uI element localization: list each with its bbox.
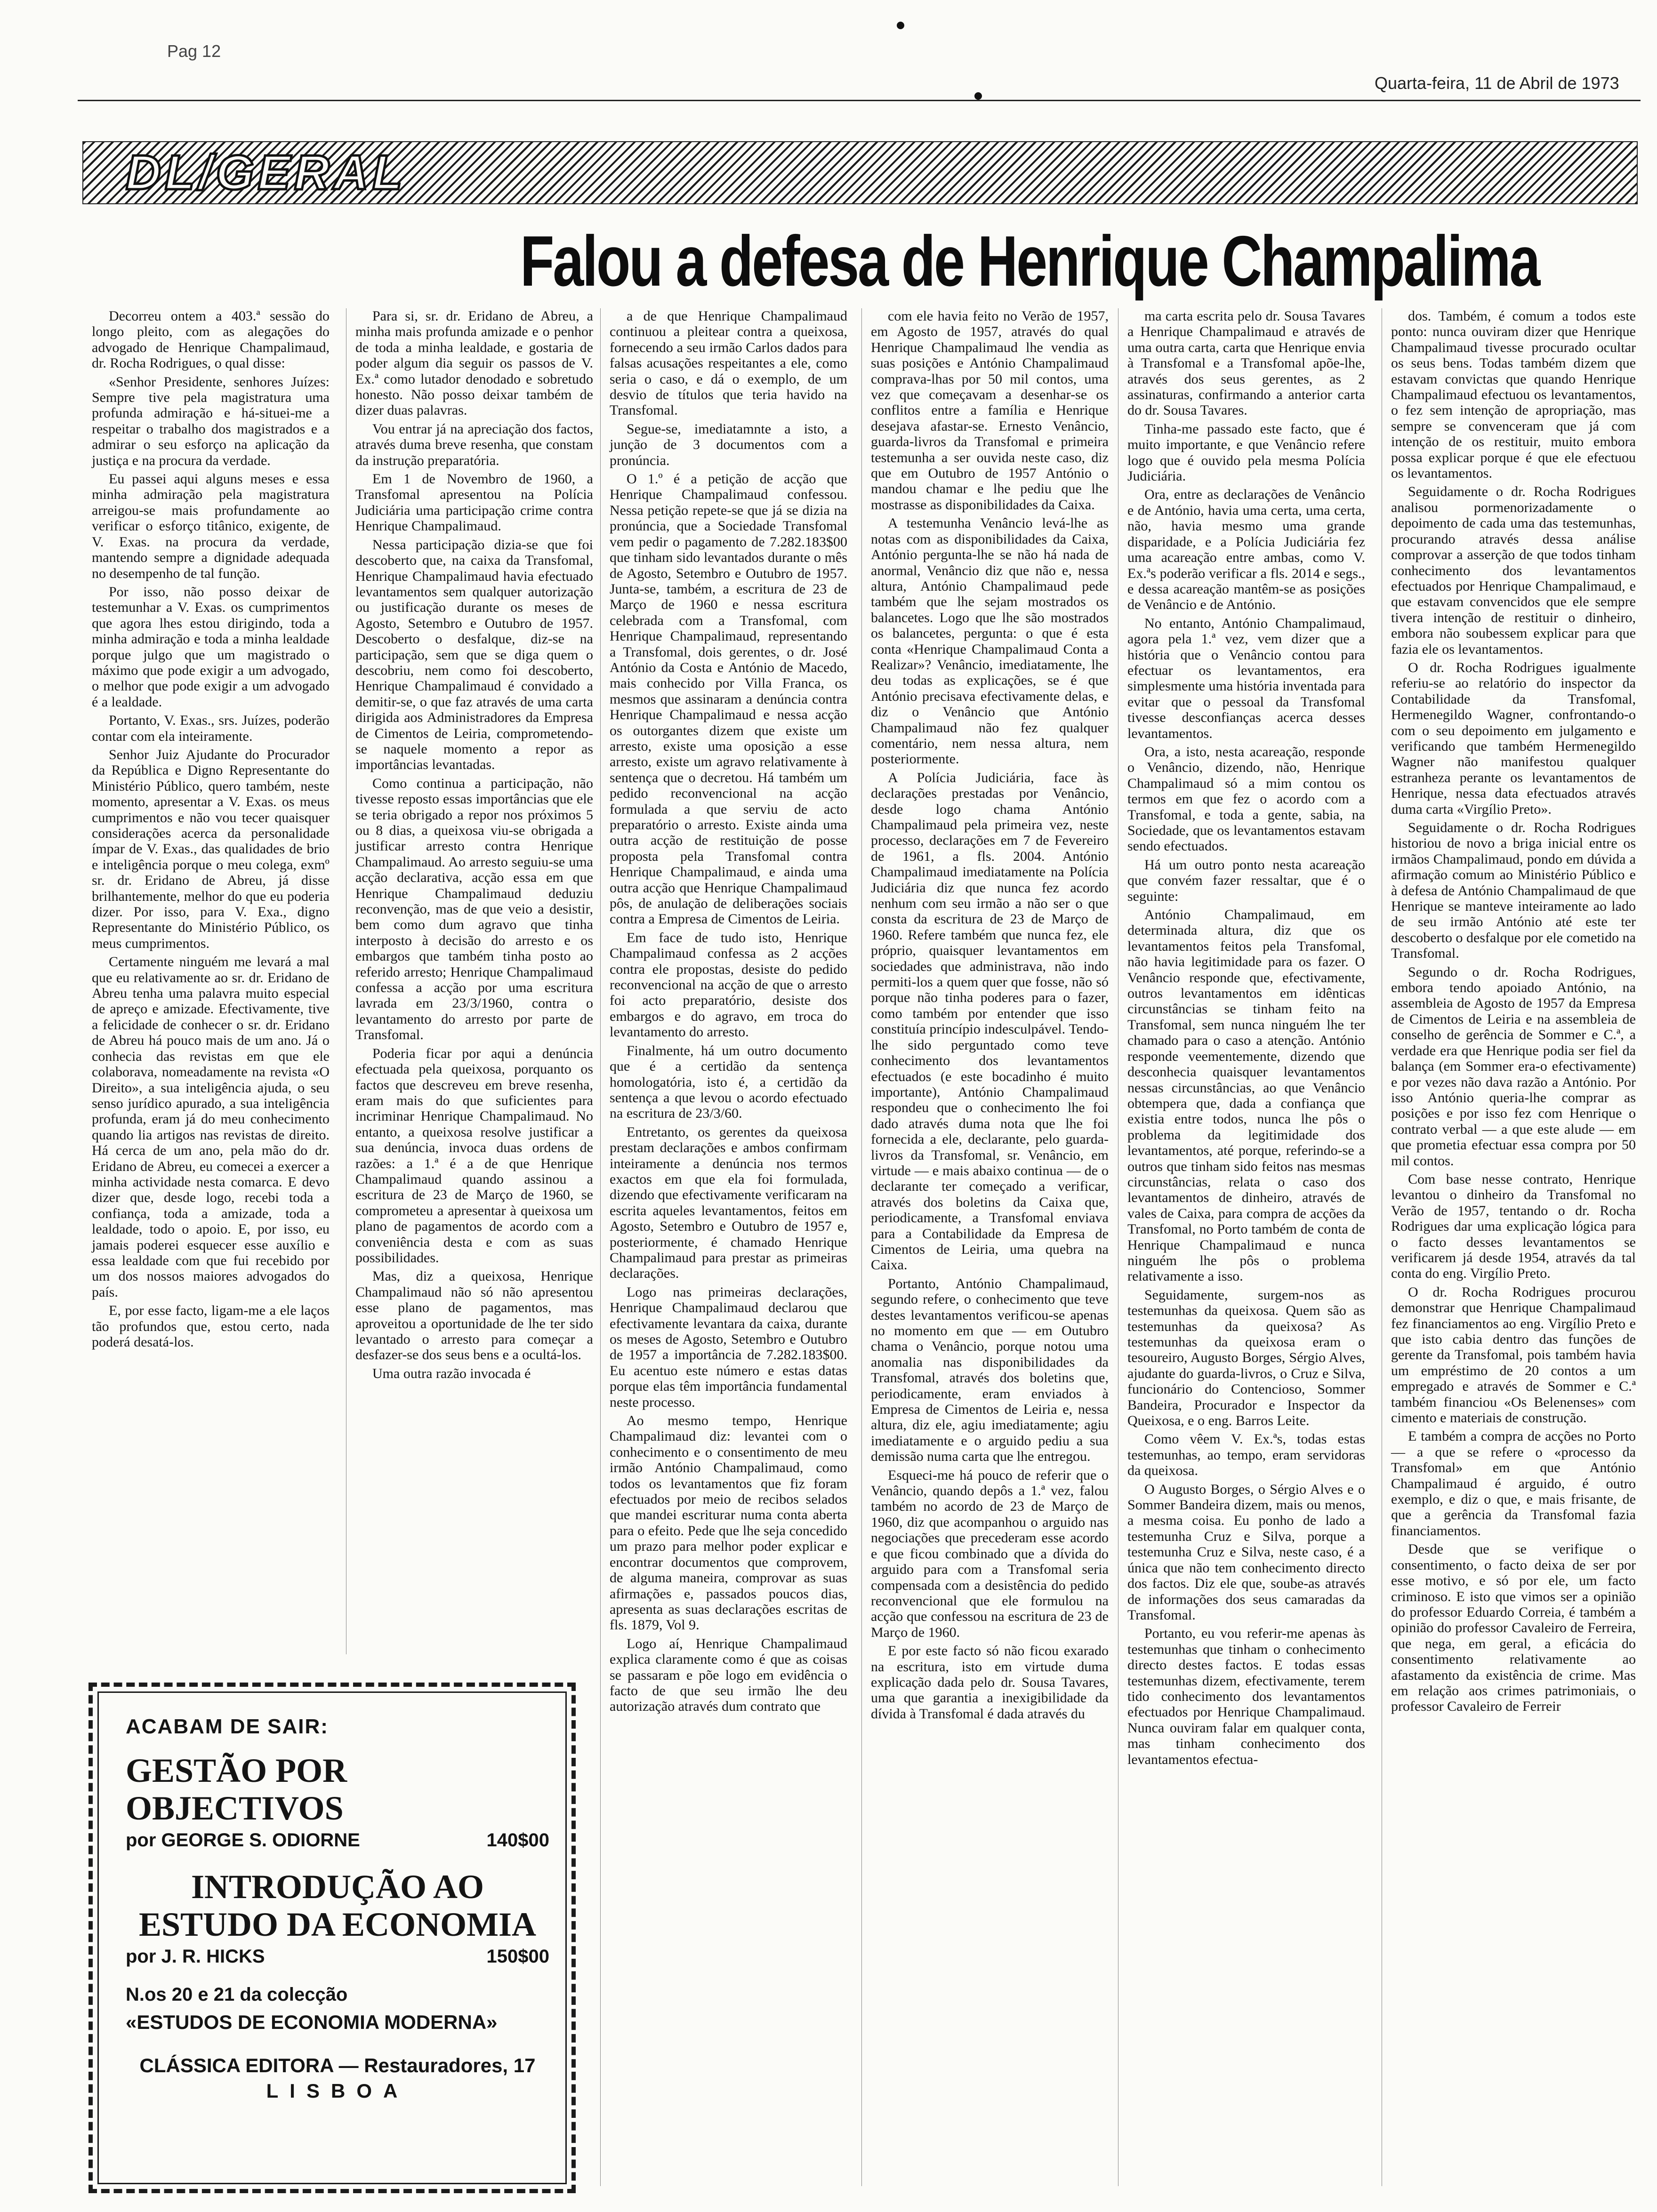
- paragraph: O 1.º é a petição de acção que Henrique Champalimaud confessou. Nessa petição repete-se que já se dizia na pronúncia, que a Sociedade Transfomal vem pedir o pagamento de 7.282.183$00 que tinham sido levantados durante o mês de Agosto, Setembro e Outubro de 1957. Junta-se, também, a escritura de 23 de Março de 1960 e nessa escritura celebrada com a Transfomal, com Henrique Champalimaud, representando a Transfomal, dois gerentes, o dr. José António da Costa e António de Macedo, mais conhecido por Villa Franca, os mesmos que assinaram a denúncia contra Henrique Champalimaud e nessa acção os outorgantes dizem que existe um arresto, existe uma oposição a esse arresto, existe um agravo relativamente à sentença que o decretou. Há também um pedido reconvencional na acção formulada a que serviu de acto preparatório o arresto. Existe ainda uma outra acção de restituição de posse proposta pela Transfomal contra Henrique Champalimaud, e ainda uma outra acção que Henrique Champalimaud pôs, de anulação de deliberações sociais contra a Empresa de Cimentos de Leiria.: [610, 471, 847, 927]
- paragraph: Entretanto, os gerentes da queixosa prestam declarações e ambos confirmam inteiramente a denúncia nos termos exactos em que ela foi formulada, dizendo que efectivamente verificaram na escrita aqueles levantamentos, feitos em Agosto, Setembro e Outubro de 1957 e, posteriormente, é chamado Henrique Champalimaud para prestar as primeiras declarações.: [610, 1124, 847, 1282]
- ad-book1-author: por GEORGE S. ODIORNE: [126, 1830, 360, 1851]
- ad-book2-credit: [126, 1946, 549, 1967]
- ad-book1-price: 140$00: [486, 1830, 549, 1851]
- paragraph: Certamente ninguém me levará a mal que eu relativamente ao sr. dr. Eridano de Abreu tenha uma palavra muito especial de apreço e amizade. Efectivamente, tive a felicidade de conhecer o sr. dr. Eridano de Abreu há pouco mais de um ano. Já o conhecia das revistas em que ele colaborava, nomeadamente na revista «O Direito», a sua inteligência ajuda, o seu senso jurídico apurado, a sua inteligência profunda, eram já do meu conhecimento quando lia artigos nas revistas de direito. Há cerca de um ano, pela mão do dr. Eridano de Abreu, eu comecei a exercer a minha actividade nesta comarca. E devo dizer que, desde logo, recebi toda a confiança, toda a amizade, toda a lealdade, todo o apoio. E, por isso, eu jamais poderei esquecer esse auxílio e essa lealdade com que fui recebido por um dos nossos maiores advogados do país.: [92, 954, 330, 1300]
- paragraph: «Senhor Presidente, senhores Juízes: Sempre tive pela magistratura uma profunda admiração e há-situei-me a respeitar o trabalho dos magistrados e a admirar o seu esforço na aplicação da justiça e na procura da verdade.: [92, 374, 330, 468]
- paragraph: Uma outra razão invocada é: [372, 1365, 531, 1381]
- book-advertisement: [88, 1683, 576, 2193]
- article-headline: Falou a defesa de Henrique Champalima: [520, 221, 1539, 301]
- paragraph: Vou entrar já na apreciação dos factos, através duma breve resenha, que constam da instrução preparatória.: [355, 421, 593, 468]
- ad-book1-title: GESTÃO POR OBJECTIVOS: [126, 1752, 347, 1827]
- paragraph: E por este facto só não ficou exarado na escritura, isto em virtude duma explicação dada pelo dr. Sousa Tavares, uma que garantia a inexigibilidade da dívida à Transfomal é dada através du: [871, 1643, 1109, 1722]
- ad-book2-author: por J. R. HICKS: [126, 1946, 265, 1967]
- paragraph: E também a compra de acções no Porto — a que se refere o «processo da Transfomal» em que António Champalimaud é arguido, é outro exemplo, e diz o que, e mais frisante, de que a gerência da Transfomal fazia financiamentos.: [1391, 1428, 1636, 1539]
- paragraph: Para si, sr. dr. Eridano de Abreu, a minha mais profunda amizade e o penhor de toda a minha lealdade, e gostaria de poder algum dia seguir os passos de V. Ex.ª como lutador denodado e sobretudo honesto. Não posso deixar também de dizer duas palavras.: [355, 308, 593, 418]
- article-column-2: [355, 308, 593, 1654]
- article-column-5: [1127, 308, 1365, 2186]
- paragraph: No entanto, António Champalimaud, agora pela 1.ª vez, vem dizer que a história que o Venâncio contou para efectuar os levantamentos, era simplesmente uma história inventada para evitar que o pessoal da Transfomal tivesse desconfianças acerca desses levantamentos.: [1127, 615, 1365, 741]
- paragraph: Portanto, V. Exas., srs. Juízes, poderão contar com ela inteiramente.: [92, 713, 330, 744]
- paragraph: António Champalimaud, em determinada altura, diz que os levantamentos feitos pela Transfomal, não havia legitimidade para os fazer. O Venâncio responde que, efectivamente, outros levantamentos em idênticas circunstâncias se tinham feito na Transfomal, sem nunca ninguém lhe ter chamado para o caso a atenção. António responde veementemente, dizendo que desconhecia quaisquer levantamentos nessas circunstâncias, ao que Venâncio obtempera que, dada a confiança que existia entre todos, nunca lhe pôs o problema da legitimidade dos levantamentos, até porque, referindo-se a outros que tinham sido feitos nas mesmas circunstâncias, relata o caso dos levantamentos de dinheiro, através de vales de Caixa, para compra de acções da Transfomal, no Porto também de conta de Henrique Champalimaud e nunca ninguém lhe pôs o problema relativamente a isso.: [1127, 907, 1365, 1284]
- paragraph: Mas, diz a queixosa, Henrique Champalimaud não só não apresentou esse plano de pagamentos, mas aproveitou a oportunidade de lhe ter sido levantado o arresto para começar a desfazer-se dos seus bens e a ocultá-los.: [355, 1268, 593, 1363]
- ad-series-name: «ESTUDOS DE ECONOMIA MODERNA»: [126, 2011, 498, 2033]
- paragraph: Portanto, António Champalimaud, segundo refere, o conhecimento que teve destes levantamentos verificou-se apenas no momento em que — em Outubro chama o Venâncio, porque notou uma anomalia nas disponibilidades da Transfomal, através dos boletins que, periodicamente, eram enviados à Empresa de Cimentos de Leiria e, nessa altura, diz ele, agiu imediatamente; agiu imediatamente e o arguido pediu a sua demissão numa carta que lhe entregou.: [871, 1275, 1109, 1465]
- ad-book1-credit: [126, 1830, 549, 1851]
- paragraph: Seguidamente, surgem-nos as testemunhas da queixosa. Quem são as testemunhas da queixosa? As testemunhas da queixosa eram o tesoureiro, Augusto Borges, Sérgio Alves, ajudante do guarda-livros, o Cruz e Silva, funcionário do Contencioso, Sommer Bandeira, Procurador e Inspector da Queixosa, e o eng. Barros Leite.: [1127, 1287, 1365, 1429]
- paragraph: Seguidamente o dr. Rocha Rodrigues analisou pormenorizadamente o depoimento de cada uma das testemunhas, procurando através dessa análise comprovar a asserção de que todos tinham conhecimento dos levantamentos efectuados por Henrique Champalimaud, e que estavam convencidos que ele sempre tivera intenção de restituir o dinheiro, embora não soubessem explicar para que fazia ele os levantamentos.: [1391, 484, 1636, 657]
- paragraph: A testemunha Venâncio levá-lhe as notas com as disponibilidades da Caixa, António pergunta-lhe se não há nada de anormal, Venâncio diz que não e, nessa altura, António Champalimaud pede também que lhe sejam mostrados os balancetes. Logo que lhe são mostrados os balancetes, pergunta: o que é esta conta «Henrique Champalimaud Conta a Realizar»? Venâncio, imediatamente, lhe deu todas as explicações, se é que António precisava efectivamente delas, e diz o Venâncio que António Champalimaud não fez qualquer comentário, nem nessa altura, nem posteriormente.: [871, 515, 1109, 767]
- ad-kicker: ACABAM DE SAIR:: [126, 1715, 329, 1738]
- paragraph: ma carta escrita pelo dr. Sousa Tavares a Henrique Champalimaud e através de uma outra carta, carta que Henrique envia à Transfomal e a Transfomal apõe-lhe, através dos seus gerentes, as 2 assinaturas, confirmando a anterior carta do dr. Sousa Tavares.: [1127, 308, 1365, 418]
- paragraph: A Polícia Judiciária, face às declarações prestadas por Venâncio, desde logo chama António Champalimaud pela primeira vez, neste processo, declarações em 7 de Fevereiro de 1961, a fls. 2004. António Champalimaud imediatamente na Polícia Judiciária diz que nunca fez acordo nenhum com seu irmão a não ser o que consta da escritura de 23 de Março de 1960. Refere também que nunca fez, ele próprio, quaisquer levantamentos em sociedades que administrava, não indo permiti-los a quem quer que fosse, não só porque não tinha poderes para o fazer, como também por entender que isso constituía princípio indesculpável. Tendo-lhe sido perguntado como teve conhecimento dos levantamentos efectuados (e este bocadinho é muito importante), António Champalimaud respondeu que o conhecimento lhe foi dado através duma nota que lhe foi fornecida a ele, declarante, pelo guarda-livros da Transfomal, sr. Venâncio, em virtude — e mais abaixo continua — de o declarante ter começado a verificar, através dos boletins da Caixa que, periodicamente, a Transfomal enviava para a Contabilidade da Empresa de Cimentos de Leiria, uma quebra na Caixa.: [871, 769, 1109, 1273]
- issue-date: Quarta-feira, 11 de Abril de 1973: [1375, 73, 1619, 93]
- paragraph: dos. Também, é comum a todos este ponto: nunca ouviram dizer que Henrique Champalimaud tivesse procurado ocultar os seus bens. Todas também dizem que estavam convictas que quando Henrique Champalimaud efectuou os levantamentos, o fez sem intenção de apropriação, mas sempre se convenceram que já com intenção de os restituir, muito embora possa explicar porque é que ele efectuou os levantamentos.: [1391, 308, 1636, 481]
- paragraph: Por isso, não posso deixar de testemunhar a V. Exas. os cumprimentos que agora lhes estou dirigindo, toda a minha admiração e toda a minha lealdade porque julgo que um magistrado o máximo que pode exigir a um advogado, o melhor que pode exigir a um advogado é a lealdade.: [92, 584, 330, 710]
- paragraph: O dr. Rocha Rodrigues procurou demonstrar que Henrique Champalimaud fez financiamentos ao eng. Virgílio Preto e que isto cabia dentro das funções de gerente da Transfomal, pois também havia um empréstimo de 20 contos a um empregado e através de Sommer e C.ª também financiou «Os Belenenses» com cimento e materiais de construção.: [1391, 1284, 1636, 1426]
- paragraph: Ora, a isto, nesta acareação, responde o Venâncio, dizendo, não, Henrique Champalimaud só a mim contou os termos em que fez o acordo com a Transfomal, e toda a gente, sabia, na Sociedade, que os levantamentos estavam sendo efectuados.: [1127, 744, 1365, 854]
- paragraph: com ele havia feito no Verão de 1957, em Agosto de 1957, através do qual Henrique Champalimaud lhe vendia as suas posições e António Champalimaud comprava-lhas por 50 mil contos, uma vez que começavam a desenhar-se os conflitos entre a família e Henrique desejava afastar-se. Ernesto Venâncio, guarda-livros da Transfomal e primeira testemunha a ser ouvida neste caso, diz que em Outubro de 1957 António o mandou chamar e lhe pediu que lhe mostrasse as disponibilidades da Caixa.: [871, 308, 1109, 513]
- paragraph: Como vêem V. Ex.ªs, todas estas testemunhas, ao tempo, eram servidoras da queixosa.: [1127, 1431, 1365, 1479]
- article-column-4: [871, 308, 1109, 2186]
- paragraph: Decorreu ontem a 403.ª sessão do longo pleito, com as alegações do advogado de Henrique Champalimaud, dr. Rocha Rodrigues, o qual disse:: [92, 308, 330, 371]
- paragraph: Portanto, eu vou referir-me apenas às testemunhas que tinham o conhecimento directo destes factos. E todas essas testemunhas dizem, efectivamente, terem tido conhecimento dos levantamentos efectuados por Henrique Champalimaud. Nunca ouviram falar em qualquer conta, mas tinham conhecimento dos levantamentos efectua-: [1127, 1626, 1365, 1767]
- paragraph: Ora, entre as declarações de Venâncio e de António, havia uma certa, uma certa, não, havia mesmo uma grande disparidade, e a Polícia Judiciária fez uma acareação entre ambas, como V. Ex.ªs poderão verificar a fls. 2014 e segs., e dessa acareação mantêm-se as posições de Venâncio e de António.: [1127, 487, 1365, 613]
- section-banner: [82, 141, 1638, 204]
- paragraph: a de que Henrique Champalimaud continuou a pleitear contra a queixosa, fornecendo a seu irmão Carlos dados para falsas acusações respeitantes a ele, como seria o caso, e dá o exemplo, de um desvio de títulos que teria havido na Transfomal.: [610, 308, 847, 418]
- paragraph: Logo aí, Henrique Champalimaud explica claramente como é que as coisas se passaram e põe logo em evidência o facto de que seu irmão lhe deu autorização através dum contrato que: [610, 1635, 847, 1715]
- paragraph: Tinha-me passado este facto, que é muito importante, e que Venâncio refere logo que é ouvido pela mesma Polícia Judiciária.: [1127, 421, 1365, 484]
- paragraph: Poderia ficar por aqui a denúncia efectuada pela queixosa, porquanto os factos que descreveu em breve resenha, eram mais do que suficientes para incriminar Henrique Champalimaud. No entanto, a queixosa resolve justificar a sua denúncia, invoca duas ordens de razões: a 1.ª é a de que Henrique Champalimaud quando assinou a escritura de 23 de Março de 1960, se comprometeu a apresentar à queixosa um plano de pagamentos de acordo com a conveniência desta e com as suas possibilidades.: [355, 1045, 593, 1266]
- paragraph: Senhor Juiz Ajudante do Procurador da República e Digno Representante do Ministério Público, quero também, neste momento, apresentar a V. Exas. os meus cumprimentos e não vou tecer quaisquer considerações acerca da personalidade ímpar de V. Exas., das qualidades de brio e inteligência porque o meu colega, exmº sr. dr. Eridano de Abreu, já disse brilhantemente, melhor do que eu poderia dizer. Por isso, para V. Exa., digno Representante do Ministério Público, os meus cumprimentos.: [92, 746, 330, 951]
- paragraph: Desde que se verifique o consentimento, o facto deixa de ser por esse motivo, e só por ele, um facto criminoso. E isto que vimos ser a opinião do professor Eduardo Correia, é também a opinião do professor Cavaleiro de Ferreira, que nega, em geral, a eficácia do consentimento relativamente ao afastamento da existência de crime. Mas em relação aos crimes patrimoniais, o professor Cavaleiro de Ferreir: [1391, 1541, 1636, 1715]
- article-column-6: [1391, 308, 1636, 2186]
- page-number: Pag 12: [167, 41, 221, 61]
- article-column-1: [92, 308, 330, 1654]
- ad-book2-title: INTRODUÇÃO AO ESTUDO DA ECONOMIA: [138, 1868, 537, 1943]
- paragraph: O dr. Rocha Rodrigues igualmente referiu-se ao relatório do inspector da Contabilidade da Transfomal, Hermenegildo Wagner, confrontando-o com o seu depoimento em julgamento e verificando que também Hermenegildo Wagner não manifestou qualquer estranheza perante os levantamentos de Henrique, nessa data efectuados através duma carta «Virgílio Preto».: [1391, 659, 1636, 817]
- paragraph: Finalmente, há um outro documento que é a certidão da sentença homologatória, isto é, a certidão da sentença a que levou o acordo efectuado na escritura de 23/3/60.: [610, 1042, 847, 1122]
- paragraph: Como continua a participação, não tivesse reposto essas importâncias que ele se teria obrigado a repor nos próximos 5 ou 8 dias, a queixosa viu-se obrigada a justificar arresto contra Henrique Champalimaud. Ao arresto seguiu-se uma acção declarativa, acção essa em que Henrique Champalimaud deduziu reconvenção, mas de que veio a desistir, bem como dum agravo que tinha interposto à decisão do arresto e os embargos que também tinha posto ao referido arresto; Henrique Champalimaud confessa a acção por uma escritura lavrada em 23/3/1960, contra o levantamento do arresto por parte de Transfomal.: [355, 775, 593, 1043]
- paragraph: Esqueci-me há pouco de referir que o Venâncio, quando depôs a 1.ª vez, falou também no acordo de 23 de Março de 1960, diz que acompanhou o arguido nas negociações que precederam esse acordo e que ficou combinado que a dívida do arguido para com a Transfomal seria compensada com a desistência do pedido reconvencional que ele formulou na acção que confessou na escritura de 23 de Março de 1960.: [871, 1467, 1109, 1640]
- paragraph: Em face de tudo isto, Henrique Champalimaud confessa as 2 acções contra ele propostas, desiste do pedido reconvencional na acção de que o arresto foi acto preparatório, desiste dos embargos e do agravo, em troca do levantamento do arresto.: [610, 930, 847, 1040]
- column-divider: [861, 308, 862, 2186]
- article-column-3: [610, 308, 847, 2186]
- paragraph: Segundo o dr. Rocha Rodrigues, embora tendo apoiado António, na assembleia de Agosto de 1957 da Empresa de Cimentos de Leiria e na assembleia de conselho de gerência de Sommer e C.ª, a verdade era que Henrique podia ser fiel da balança (em Sommer era-o efectivamente) e por vezes não dava razão a António. Por isso António queria-lhe comprar as posições e por isso fez com Henrique o contrato verbal — a que este alude — em que prometia efectuar essa compra por 50 mil contos.: [1391, 964, 1636, 1169]
- paragraph: Ao mesmo tempo, Henrique Champalimaud diz: levantei com o conhecimento e o consentimento de meu irmão António Champalimaud, como todos os levantamentos que fiz foram efectuados por meio de recibos selados que mandei escriturar numa conta aberta para o efeito. Pede que lhe seja concedido um prazo para melhor poder explicar e encontrar documentos que comprovem, de alguma maneira, comprovar as suas afirmações e, passados poucos dias, apresenta as suas declarações escritas de fls. 1879, Vol 9.: [610, 1413, 847, 1633]
- section-label: DL/GERAL: [126, 145, 406, 200]
- ad-book2-price: 150$00: [486, 1946, 549, 1967]
- printer-dot: [897, 22, 904, 29]
- paragraph: E, por esse facto, ligam-me a ele laços tão profundos que, estou certo, nada poderá desatá-los.: [92, 1303, 330, 1350]
- ad-city: LISBOA: [266, 2080, 409, 2102]
- ad-series-line: N.os 20 e 21 da colecção: [126, 1984, 348, 2005]
- paragraph: O Augusto Borges, o Sérgio Alves e o Sommer Bandeira dizem, mais ou menos, a mesma coisa. Eu ponho de lado a testemunha Cruz e Silva, porque a testemunha Cruz e Silva, neste caso, é a única que não tem conhecimento directo dos factos. Diz ele que, soube-as através de informações dos seus camaradas da Transfomal.: [1127, 1481, 1365, 1623]
- paragraph: Nessa participação dizia-se que foi descoberto que, na caixa da Transfomal, Henrique Champalimaud havia efectuado levantamentos sem qualquer autorização ou justificação durante os meses de Agosto, Setembro e Outubro de 1957. Descoberto o desfalque, diz-se na participação, sem que se diga quem o descobriu, nem como foi descoberto, Henrique Champalimaud é convidado a demitir-se, o que faz através de uma carta dirigida aos Administradores da Empresa de Cimentos de Leiria, comprometendo-se naquele momento a repor as importâncias levantadas.: [355, 537, 593, 773]
- header-rule: [78, 100, 1641, 101]
- ad-publisher: CLÁSSICA EDITORA — Restauradores, 17: [139, 2054, 536, 2076]
- paragraph: Segue-se, imediatamnte a isto, a junção de 3 documentos com a pronúncia.: [610, 421, 847, 468]
- paragraph: Com base nesse contrato, Henrique levantou o dinheiro da Transfomal no Verão de 1957, tentando o dr. Rocha Rodrigues dar uma explicação lógica para o facto desses levantamentos se verificarem já desde 1954, através da tal conta do eng. Virgílio Preto.: [1391, 1171, 1636, 1282]
- paragraph: Em 1 de Novembro de 1960, a Transfomal apresentou na Polícia Judiciária uma participação crime contra Henrique Champalimaud.: [355, 471, 593, 534]
- paragraph: Eu passei aqui alguns meses e essa minha admiração pela magistratura arreigou-se mais profundamente ao verificar o esforço titânico, exigente, de V. Exas. na procura da verdade, mantendo sempre a dignidade adequada no desempenho de tal função.: [92, 471, 330, 581]
- paragraph: Seguidamente o dr. Rocha Rodrigues historiou de novo a briga inicial entre os irmãos Champalimaud, pondo em dúvida a afirmação comum ao Ministério Público e à defesa de António Champalimaud de que Henrique se manteve inteiramente ao lado de seu irmão António até este ter descoberto o desfalque por ele cometido na Transfomal.: [1391, 820, 1636, 962]
- printer-dot: [974, 92, 982, 100]
- paragraph: Logo nas primeiras declarações, Henrique Champalimaud declarou que efectivamente levantara da caixa, durante os meses de Agosto, Setembro e Outubro de 1957 a importância de 7.282.183$00. Eu acentuo este número e estas datas porque elas têm importância fundamental neste processo.: [610, 1284, 847, 1410]
- paragraph: Há um outro ponto nesta acareação que convém fazer ressaltar, que é o seguinte:: [1127, 857, 1365, 904]
- column-divider: [600, 308, 601, 2186]
